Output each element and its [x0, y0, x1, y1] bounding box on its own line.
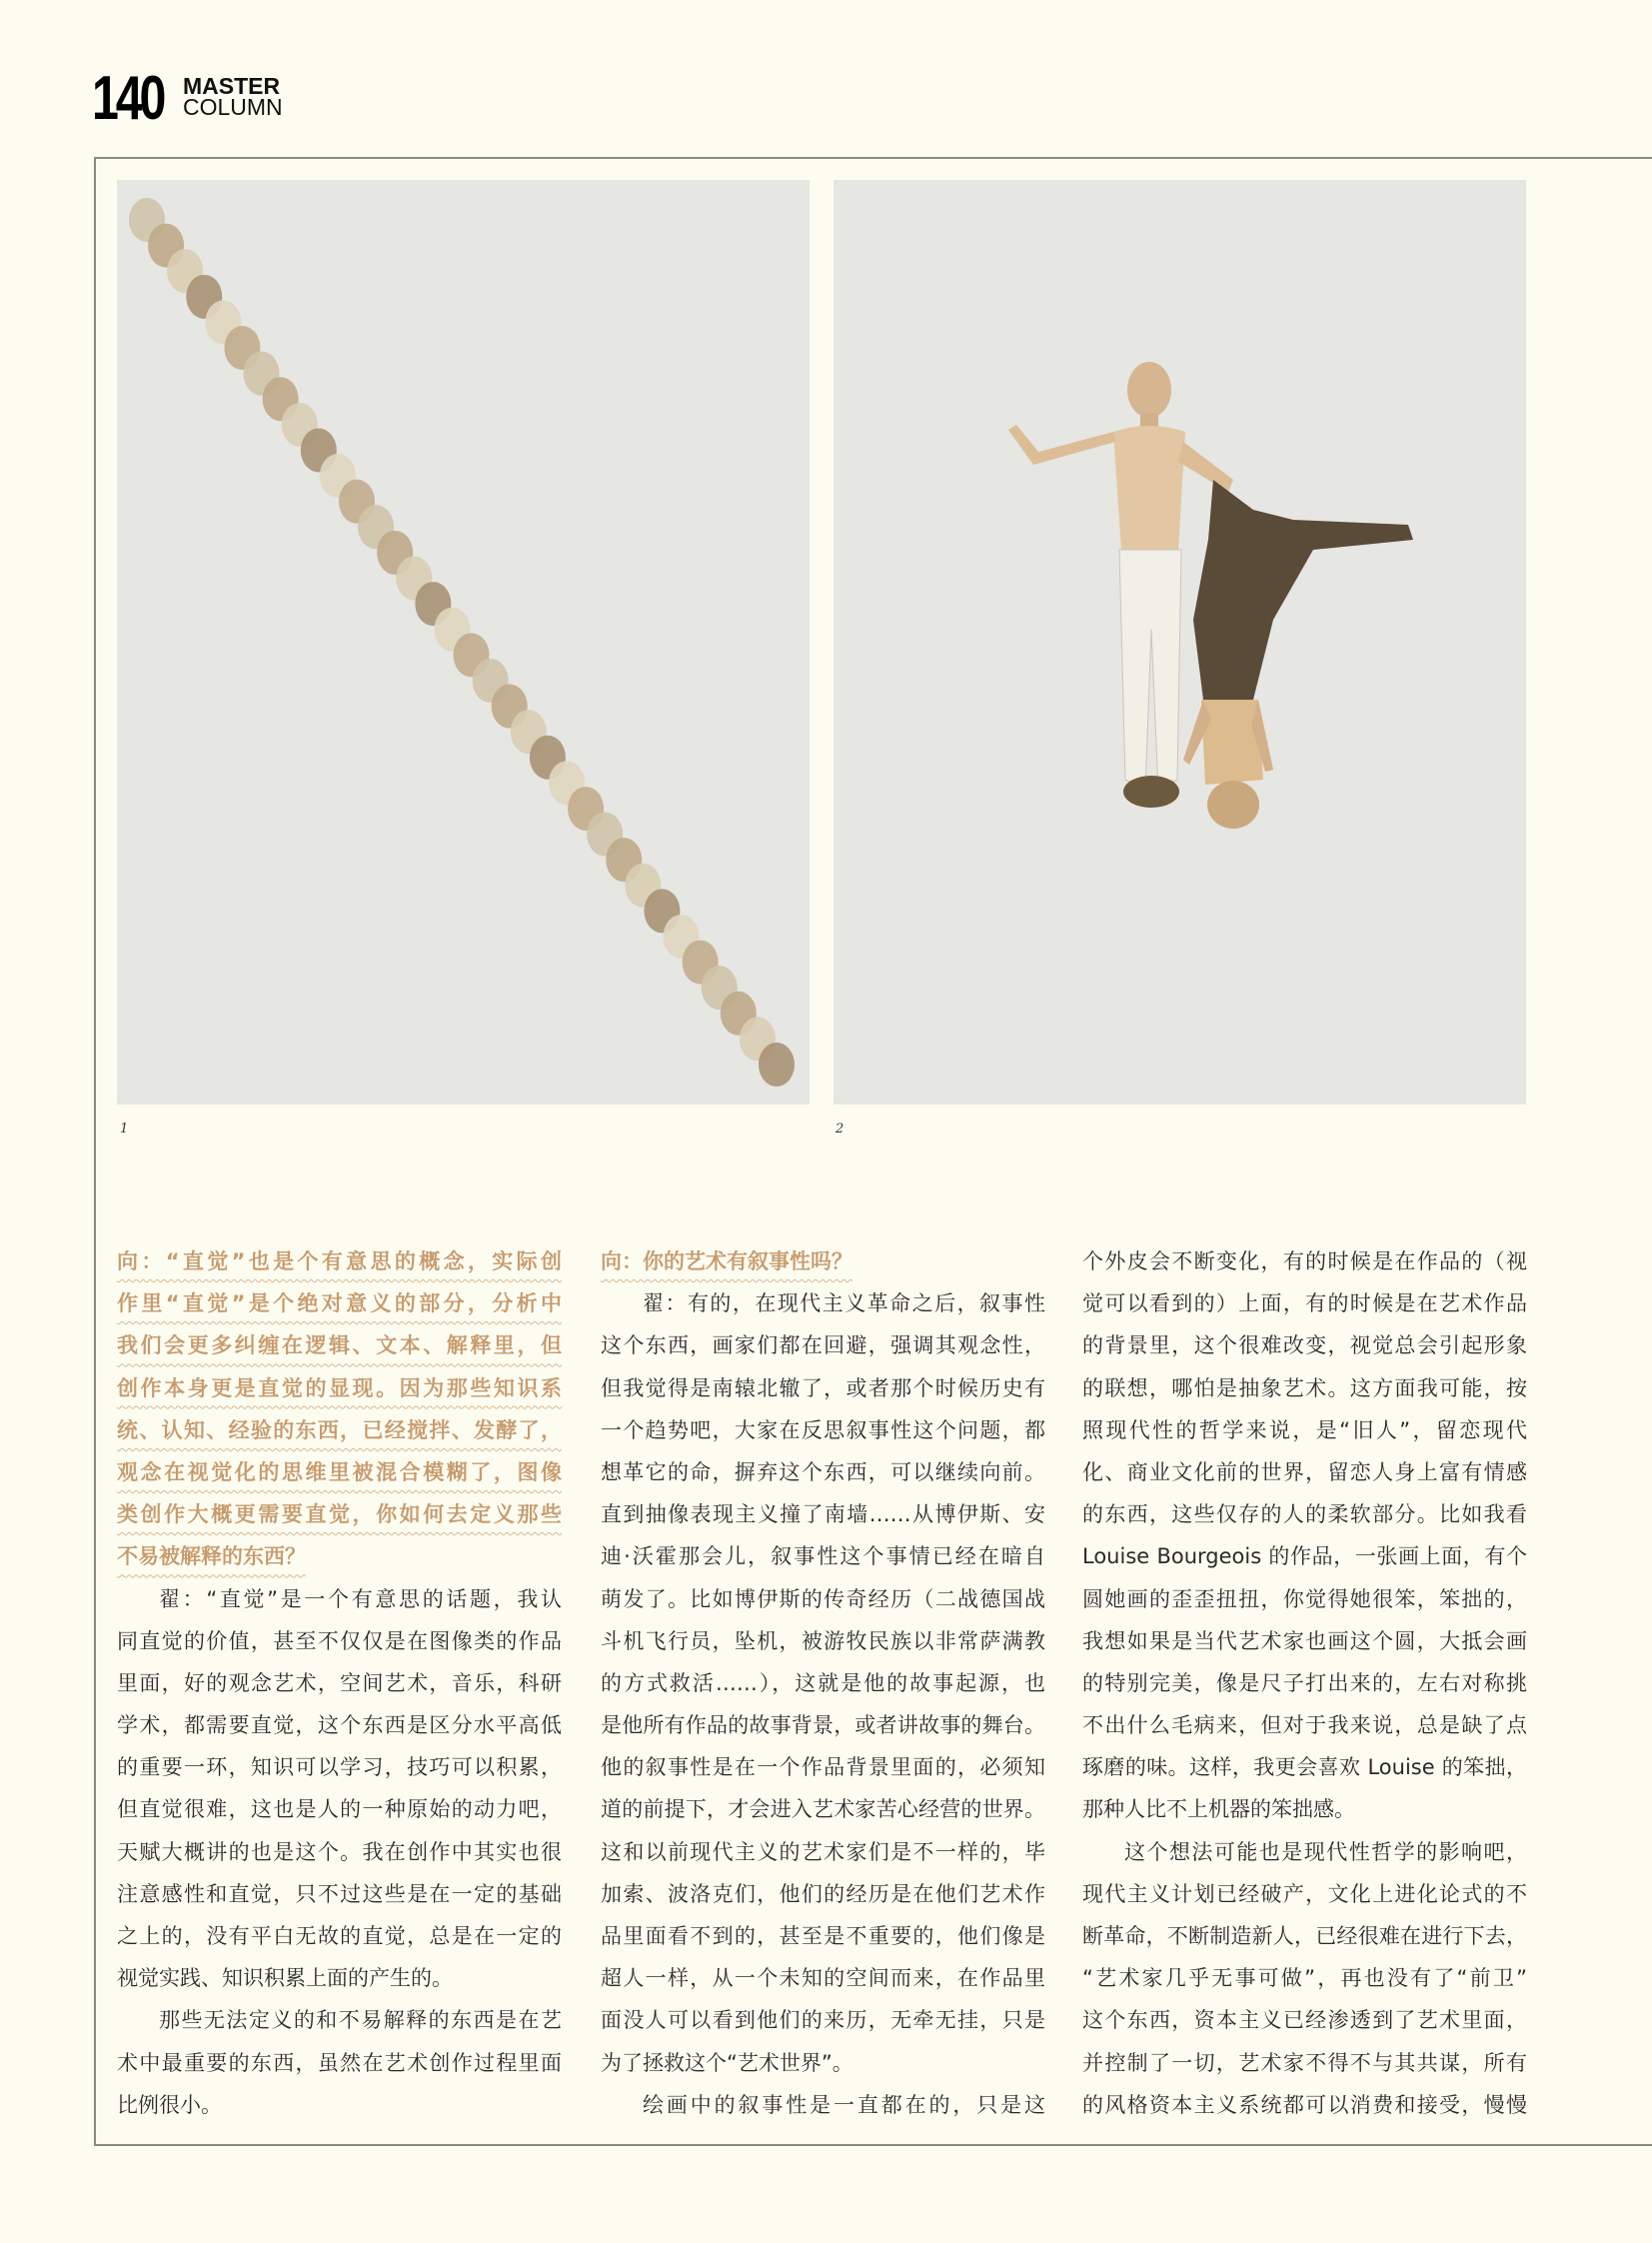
text-line	[601, 1831, 1045, 1873]
text-line	[1082, 1578, 1527, 1620]
text-line-content: 但我觉得是南辕北辙了，或者那个时候历史有	[601, 1375, 1045, 1400]
text-line	[601, 1578, 1045, 1620]
interview-answer-paragraph	[1082, 1240, 1527, 1831]
text-line-content: 这个想法可能也是现代性哲学的影响吧，	[1124, 1839, 1527, 1864]
section-title-line1: MASTER	[183, 73, 281, 99]
text-line-content: 那种人比不上机器的笨拙感。	[1082, 1797, 1355, 1822]
text-line	[601, 1240, 1045, 1282]
text-line-content: 这个东西，资本主义已经渗透到了艺术里面，	[1082, 2008, 1527, 2033]
text-line	[117, 1493, 562, 1535]
text-line	[1082, 2084, 1527, 2126]
text-line	[601, 1999, 1045, 2041]
text-line-content: 的东西，这些仅存的人的柔软部分。比如我看	[1082, 1502, 1527, 1527]
interview-question	[117, 1240, 562, 1578]
chain-of-heads-painting	[117, 180, 810, 1105]
interview-question	[601, 1240, 1045, 1282]
text-line-content: 翟：“直觉”是一个有意思的话题，我认	[159, 1586, 562, 1611]
text-line	[117, 1535, 562, 1577]
text-line-content: 向：“直觉”也是个有意思的概念，实际创	[117, 1249, 562, 1273]
text-line-content: 迪·沃霍那会儿，叙事性这个事情已经在暗自	[601, 1544, 1045, 1569]
text-line	[117, 1240, 562, 1282]
text-line-content: 的特别完美，像是尺子打出来的，左右对称挑	[1082, 1670, 1527, 1695]
figure-caption-2: 2	[835, 1122, 844, 1136]
text-line-content: 我们会更多纠缠在逻辑、文本、解释里，但	[117, 1333, 562, 1358]
text-line	[1082, 1957, 1527, 1999]
text-line	[117, 1746, 562, 1788]
text-line	[601, 1662, 1045, 1704]
painted-head	[759, 1043, 795, 1087]
text-line	[1082, 1493, 1527, 1535]
page-number: 140	[92, 64, 164, 133]
text-line-content: 超人一样，从一个未知的空间而来，在作品里	[601, 1966, 1045, 1991]
text-line-content: 创作本身更是直觉的显现。因为那些知识系	[117, 1375, 562, 1400]
text-line-content: Louise Bourgeois 的作品，一张画上面，有个	[1082, 1544, 1527, 1569]
text-line	[1082, 1873, 1527, 1915]
two-figures-painting	[833, 180, 1526, 1105]
text-line-content: 里面，好的观念艺术，空间艺术，音乐，科研	[117, 1670, 562, 1695]
text-line	[117, 1409, 562, 1451]
text-line-content: 观念在视觉化的思维里被混合模糊了，图像	[117, 1459, 562, 1484]
text-line-content: 之上的，没有平白无故的直觉，总是在一定的	[117, 1924, 562, 1948]
text-line	[117, 1451, 562, 1493]
text-line-content: 是他所有作品的故事背景，或者讲故事的舞台。	[601, 1713, 1045, 1738]
text-line-content: “艺术家几乎无事可做”，再也没有了“前卫”	[1082, 1966, 1527, 1991]
text-line-content: 现代主义计划已经破产，文化上进化论式的不	[1082, 1881, 1527, 1906]
text-line	[117, 1620, 562, 1662]
text-line	[1082, 1788, 1527, 1830]
text-line-content: 作里“直觉”是个绝对意义的部分，分析中	[117, 1291, 562, 1316]
text-line	[1082, 1535, 1527, 1577]
text-line	[1082, 1704, 1527, 1746]
interview-answer-paragraph	[117, 1999, 562, 2126]
text-line	[601, 1451, 1045, 1493]
text-line-content: 的背景里，这个很难改变，视觉总会引起形象	[1082, 1333, 1527, 1358]
text-line	[601, 1493, 1045, 1535]
text-line-content: 萌发了。比如博伊斯的传奇经历（二战德国战	[601, 1586, 1045, 1611]
text-line-content: 统、认知、经验的东西，已经搅拌、发酵了，	[117, 1417, 562, 1442]
text-line-content: 他的叙事性是在一个作品背景里面的，必须知	[601, 1755, 1045, 1780]
text-line-content: 学术，都需要直觉，这个东西是区分水平高低	[117, 1713, 562, 1738]
text-line	[117, 1831, 562, 1873]
artwork-2-image	[833, 180, 1526, 1105]
text-line-content: 那些无法定义的和不易解释的东西是在艺	[159, 2008, 562, 2033]
text-line	[601, 1620, 1045, 1662]
text-line-content: 翟：有的，在现代主义革命之后，叙事性	[643, 1291, 1045, 1316]
text-line-content: 化、商业文化前的世界，留恋人身上富有情感	[1082, 1459, 1527, 1484]
text-line	[1082, 1620, 1527, 1662]
text-line	[117, 1704, 562, 1746]
text-line	[1082, 1451, 1527, 1493]
text-line	[117, 1873, 562, 1915]
text-line	[601, 1915, 1045, 1957]
text-line-content: 照现代性的哲学来说，是“旧人”，留恋现代	[1082, 1417, 1527, 1442]
section-title-line2: COLUMN	[183, 94, 283, 120]
text-line-content: 的风格资本主义系统都可以消费和接受，慢慢	[1082, 2092, 1527, 2117]
interview-answer-paragraph	[601, 2084, 1045, 2126]
text-line	[117, 1282, 562, 1324]
interview-answer-paragraph	[601, 1282, 1045, 2084]
text-line	[1082, 1915, 1527, 1957]
interview-answer-paragraph	[1082, 1831, 1527, 2126]
upside-down-man-figure	[1183, 480, 1413, 829]
text-line-content: 的联想，哪怕是抽象艺术。这方面我可能，按	[1082, 1375, 1527, 1400]
text-line-content: 天赋大概讲的也是这个。我在创作中其实也很	[117, 1839, 562, 1864]
text-line-content: 不易被解释的东西？	[117, 1544, 306, 1569]
text-line	[601, 1746, 1045, 1788]
text-line	[1082, 1282, 1527, 1324]
text-line-content: 这和以前现代主义的艺术家们是不一样的，毕	[601, 1839, 1045, 1864]
text-line-content: 同直觉的价值，甚至不仅仅是在图像类的作品	[117, 1628, 562, 1653]
text-line	[601, 1282, 1045, 1324]
text-line-content: 品里面看不到的，甚至是不重要的，他们像是	[601, 1924, 1045, 1948]
text-line	[601, 1704, 1045, 1746]
text-line	[1082, 1662, 1527, 1704]
text-line-content: 注意感性和直觉，只不过这些是在一定的基础	[117, 1881, 562, 1906]
text-line-content: 为了拯救这个“艺术世界”。	[601, 2050, 853, 2075]
text-line	[1082, 1367, 1527, 1409]
text-line	[601, 1788, 1045, 1830]
text-line	[601, 1957, 1045, 1999]
text-line-content: 斗机飞行员，坠机，被游牧民族以非常萨满教	[601, 1628, 1045, 1653]
text-line-content: 断革命，不断制造新人，已经很难在进行下去，	[1082, 1924, 1527, 1948]
text-line	[601, 1367, 1045, 1409]
text-line	[117, 2084, 562, 2126]
text-line	[1082, 1240, 1527, 1282]
text-line-content: 比例很小。	[117, 2092, 222, 2117]
text-line-content: 面没人可以看到他们的来历，无牵无挂，只是	[601, 2008, 1045, 2033]
text-line	[117, 1578, 562, 1620]
text-line	[1082, 1324, 1527, 1366]
text-line	[601, 1873, 1045, 1915]
text-line-content: 视觉实践、知识积累上面的产生的。	[117, 1966, 453, 1991]
text-line	[117, 1662, 562, 1704]
text-line	[1082, 1831, 1527, 1873]
text-line	[117, 1324, 562, 1366]
interview-answer-paragraph	[117, 1578, 562, 2000]
text-line	[601, 2042, 1045, 2084]
artwork-1-image	[117, 180, 810, 1105]
text-line-content: 圆她画的歪歪扭扭，你觉得她很笨，笨拙的，	[1082, 1586, 1527, 1611]
text-line	[117, 1788, 562, 1830]
text-line-content: 类创作大概更需要直觉，你如何去定义那些	[117, 1502, 562, 1527]
text-line	[1082, 1999, 1527, 2041]
text-line-content: 绘画中的叙事性是一直都在的，只是这	[643, 2092, 1045, 2117]
text-line	[117, 1999, 562, 2041]
text-line-content: 我想如果是当代艺术家也画这个圆，大抵会画	[1082, 1628, 1527, 1653]
text-line-content: 这个东西，画家们都在回避，强调其观念性，	[601, 1333, 1045, 1358]
text-line	[117, 1957, 562, 1999]
text-line	[1082, 2042, 1527, 2084]
text-line-content: 觉可以看到的）上面，有的时候是在艺术作品	[1082, 1291, 1527, 1316]
text-line	[117, 2042, 562, 2084]
text-line	[601, 1324, 1045, 1366]
text-line	[1082, 1409, 1527, 1451]
text-line-content: 并控制了一切，艺术家不得不与其共谋，所有	[1082, 2050, 1527, 2075]
text-line-content: 的方式救活……），这就是他的故事起源，也	[601, 1670, 1045, 1695]
text-line	[601, 1409, 1045, 1451]
text-line-content: 道的前提下，才会进入艺术家苦心经营的世界。	[601, 1797, 1045, 1822]
text-line-content: 一个趋势吧，大家在反思叙事性这个问题，都	[601, 1417, 1045, 1442]
text-line-content: 加索、波洛克们，他们的经历是在他们艺术作	[601, 1881, 1045, 1906]
text-column-1	[117, 1240, 562, 2126]
text-column-3	[1082, 1240, 1527, 2126]
text-line-content: 不出什么毛病来，但对于我来说，总是缺了点	[1082, 1713, 1527, 1738]
text-line	[117, 1915, 562, 1957]
text-line-content: 但直觉很难，这也是人的一种原始的动力吧，	[117, 1797, 562, 1822]
text-line	[117, 1367, 562, 1409]
figure-caption-1: 1	[120, 1122, 129, 1136]
text-line	[601, 2084, 1045, 2126]
section-title	[183, 73, 283, 120]
text-line-content: 直到抽像表现主义撞了南墙……从博伊斯、安	[601, 1502, 1045, 1527]
text-line-content: 的重要一环，知识可以学习，技巧可以积累，	[117, 1755, 562, 1780]
text-line-content: 术中最重要的东西，虽然在艺术创作过程里面	[117, 2050, 562, 2075]
text-line	[601, 1535, 1045, 1577]
text-line-content: 琢磨的味。这样，我更会喜欢 Louise 的笨拙，	[1082, 1755, 1527, 1780]
text-line-content: 个外皮会不断变化，有的时候是在作品的（视	[1082, 1249, 1527, 1273]
text-line-content: 想革它的命，摒弃这个东西，可以继续向前。	[601, 1459, 1045, 1484]
text-line-content: 向：你的艺术有叙事性吗？	[601, 1249, 852, 1273]
text-column-2	[601, 1240, 1045, 2126]
text-line	[1082, 1746, 1527, 1788]
